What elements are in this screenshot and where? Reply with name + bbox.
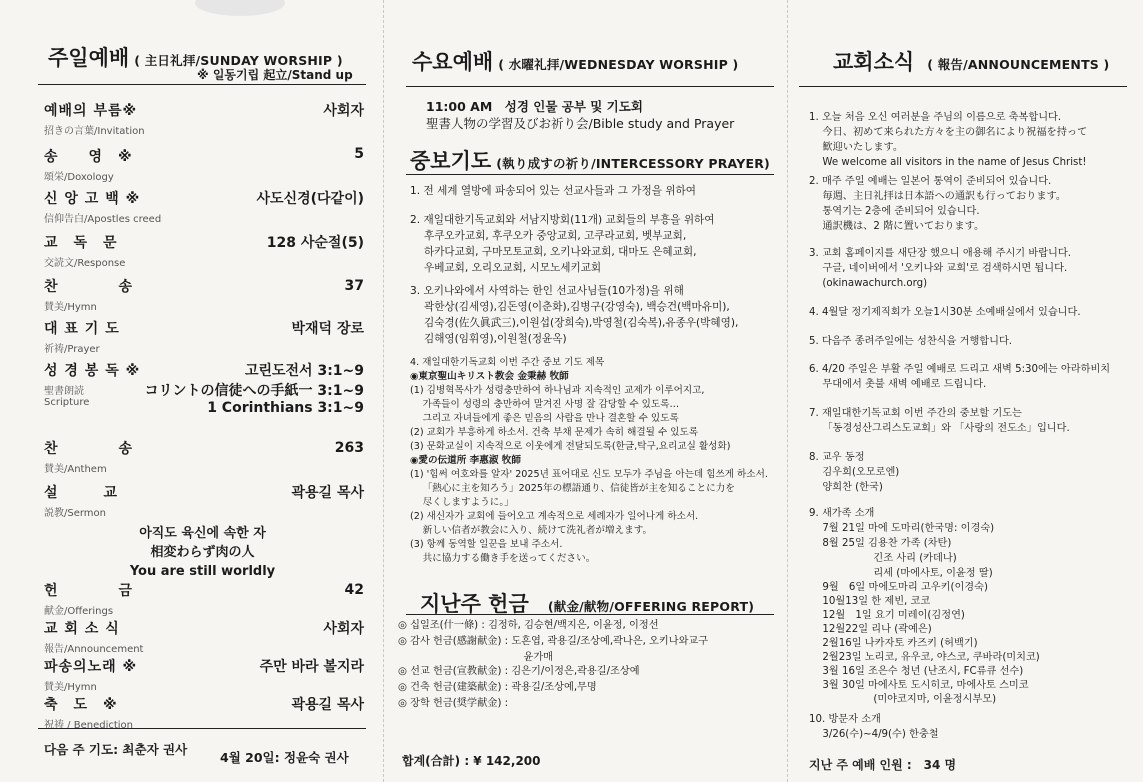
service-item-value: 사회자 [323,621,364,637]
service-item-value: 사회자 [323,103,364,119]
announcement-line: 通訳機は、2 階に置いております。 [809,221,985,232]
announcement-line: 10. 방문자 소개 [809,714,881,725]
service-item [44,318,364,355]
service-item [44,656,364,693]
service-item-japanese: 招きの言葉/Invitation [44,126,145,137]
offering-line: ◎ 장학 헌금(奨学献金) : [398,698,509,709]
announcement-line: 8. 교우 동정 [809,452,865,463]
service-item [44,360,364,416]
service-item [44,580,364,617]
offering-line: ◎ 선교 헌금(宣教献金) : 김은기/이정은,곽용길/조상예 [398,666,640,677]
service-item [44,146,364,183]
announcements-heading-rule [799,86,1127,87]
service-item-name: 축 도 ※ [44,697,118,713]
intercessory-line: (3) 문화교실이 지속적으로 이웃에게 전달되도록(한글,탁구,요리교실 활성화) [410,441,731,452]
service-item-value: 37 [344,278,364,294]
announcement-line: 今日、初めて来られた方々を主の御名により祝福を持って [809,127,1088,138]
announcement-line: 3/26(수)~4/9(수) 한충철 [809,729,939,740]
sunday-footer-rule [38,728,366,729]
intercessory-line: 우베교회, 오리오교회, 시모노세키교회 [410,262,602,274]
announcement-line: 9월 6일 마에도마리 고우키(이경숙) [809,582,988,593]
sunday-subtitle: ( 主日礼拝/SUNDAY WORSHIP ) [134,53,343,68]
announcement-line: We welcome all visitors in the name of Jesus Christ! [809,157,1087,168]
wednesday-heading [412,46,738,76]
service-item-value: 곽용길 목사 [291,697,364,713]
intercessory-subtitle: (執り成すの祈り/INTERCESSORY PRAYER) [496,156,770,171]
intercessory-line: 김해영(임휘영),이원철(정윤옥) [410,333,567,345]
offering-title: 지난주 헌금 [420,592,529,616]
service-item-name: 대 표 기 도 [44,321,120,337]
intercessory-line: (2) 교회가 부흥하게 하소서. 건축 부채 문제가 속히 해결될 수 있도록 [410,427,699,438]
service-item [44,100,364,137]
intercessory-line: 그리고 자녀들에게 좋은 믿음의 사람을 만나 결혼할 수 있도록 [410,413,679,424]
service-item-japanese: 祈祷/Prayer [44,344,100,355]
service-item-value: 128 사순절(5) [266,235,364,251]
announcement-line: 1. 오늘 처음 오신 여러분을 주님의 이름으로 축복합니다. [809,112,1062,123]
fold-line-2 [787,0,788,782]
scripture-japanese: コリントの信徒への手紙一 3:1~9 [144,383,364,399]
service-item-name: 송 영 ※ [44,149,133,165]
announcement-line: 김우희(오모로엔) [809,467,900,478]
next-week-prayer: 다음 주 기도: 최춘자 권사 [44,742,188,757]
announcement-line: 毎週、主日礼拝は日本語への通訳も行っております。 [809,191,1067,202]
sunday-title: 주일예배 [48,46,130,70]
sermon-title-japanese: 相変わらず肉の人 [150,545,255,560]
intercessory-line: 2. 재일대한기독교회와 서남지방회(11개) 교회들의 부흥을 위하여 [410,214,715,226]
service-item-japanese: 祝祷 / Benediction [44,720,134,731]
intercessory-line: 가족들이 성령의 충만하여 말겨진 사명 잘 감당할 수 있도록… [410,399,680,410]
offering-line: ◎ 감사 헌금(感謝献金) : 도흔엽, 곽용길/조상예,곽나은, 오키나와교구 [398,636,709,647]
offering-line: ◎ 십일조(什一條) : 김정하, 김승현/백지은, 이윤정, 이정선 [398,620,659,631]
intercessory-line: (1) '힘써 여호와를 알자' 2025년 표어대로 신도 모두가 주님을 아는데 힘쓰게 하소서. [410,469,768,480]
scripture-english: 1 Corinthians 3:1~9 [207,400,364,416]
service-item-value: 42 [344,582,364,598]
announcement-line: 6. 4/20 주일은 부활 주일 예배로 드리고 새벽 5:30에는 아라하비치 [809,364,1111,375]
announcement-line: 2. 매주 주일 예배는 일본어 통역이 준비되어 있습니다. [809,176,1052,187]
announcements-heading [833,46,1109,76]
fold-line-1 [383,0,384,782]
announcement-line: (미야코지마, 이윤정시부모) [809,694,997,705]
offering-line: ◎ 건축 헌금(建築献金) : 곽용길/조상예,무명 [398,682,597,693]
announcement-line: 리세 (마에사토, 이윤정 딸) [809,568,993,579]
wednesday-title: 수요예배 [412,50,494,74]
service-item [44,482,364,519]
wednesday-japanese-line: 聖書人物の学習及びお祈り会/Bible study and Prayer [426,116,735,131]
intercessory-line: (2) 새신자가 교회에 들어오고 계속적으로 세례자가 일어나게 하소서. [410,511,699,522]
service-item-value: 5 [354,146,364,162]
offering-subtitle: (献金/献物/OFFERING REPORT) [547,599,755,614]
announcement-line: 양희찬 (한국) [809,482,883,493]
intercessory-line: 尽くしますように。」 [410,497,514,508]
intercessory-line: 곽한상(김세영),김돈영(이춘화),김병구(강영숙), 백승건(백마유미), [410,301,730,313]
service-item-name: 찬 송 [44,279,134,295]
service-item-name: 신 앙 고 백 ※ [44,191,141,207]
intercessory-heading [410,145,770,175]
intercessory-line: 후쿠오카교회, 후쿠오카 중앙교회, 고쿠라교회, 벳부교회, [410,230,687,242]
announcement-line: 5. 다음주 종려주일에는 성찬식을 거행합니다. [809,336,1013,347]
intercessory-line: 하카다교회, 구마모토교회, 오키나와교회, 대마도 은혜교회, [410,246,697,258]
service-item-value: 박재덕 장로 [291,321,364,337]
service-item-value: 고린도전서 3:1~9 [244,363,364,379]
intercessory-line: 「熱心に主を知ろう」2025年の標語通り、信徒皆が主を知ることに力を [410,483,735,494]
announcement-line: 4. 4월달 정기제직회가 오늘1시30분 소예배실에서 있습니다. [809,307,1081,318]
announcement-line: 3월 30일 마에사토 도시히코, 마에사토 스미코 [809,680,1029,691]
service-item [44,232,364,269]
announcement-line: (okinawachurch.org) [809,278,928,289]
wednesday-column [398,0,778,782]
wednesday-subtitle: ( 水曜礼拝/WEDNESDAY WORSHIP ) [498,57,739,72]
announcements-column [795,0,1135,782]
intercessory-line: ◉愛の伝道所 李惠淑 牧師 [410,455,521,466]
service-item [44,276,364,313]
announcement-line: 3월 16일 조은수 청년 (난조시, FC류큐 선수) [809,666,1024,677]
service-item-name: 찬 송 [44,441,134,457]
announcement-line: 12월 1일 요기 미레이(김정연) [809,610,965,621]
announcement-line: 歓迎いたします。 [809,142,904,153]
announcement-line: 2월23일 노리코, 유우코, 야스코, 쿠바라(미치코) [809,652,1040,663]
service-item-name: 성 경 봉 독 ※ [44,363,141,379]
april-20-prayer: 4월 20일: 정윤숙 권사 [220,750,349,765]
service-item-japanese: 頌栄/Doxology [44,172,114,183]
intercessory-line: (1) 김병혁목사가 성령충만하여 하나님과 지속적인 교제가 이루어지고, [410,385,705,396]
announcement-line: 9. 새가족 소개 [809,508,875,519]
announcement-line: 10월13일 한 제빈, 코코 [809,596,931,607]
intercessory-line: 3. 오키나와에서 사역하는 한인 선교사님들(10가정)을 위해 [410,285,684,297]
service-item-value: 주만 바라 볼지라 [259,659,364,675]
sermon-title-korean: 아직도 육신에 속한 자 [139,526,266,541]
announcement-line: 12월22일 리나 (곽예은) [809,624,932,635]
intercessory-line: 新しい信者が教会に入り、続けて洗礼者が増えます。 [410,525,653,536]
sermon-title-english: You are still worldly [129,564,276,579]
service-item-name: 설 교 [44,485,119,501]
service-item-japanese: 賛美/Hymn [44,302,97,313]
announcements-subtitle: ( 報告/ANNOUNCEMENTS ) [927,57,1110,72]
intercessory-line: 4. 재일대한기독교회 이번 주간 중보 기도 제목 [410,357,605,368]
intercessory-line: 김숙경(佐久眞武三),이원섭(장희숙),박영철(김숙복),유종우(박혜영), [410,317,739,329]
attendance: 지난 주 예배 인원 : 34 명 [809,758,957,772]
service-item-name: 교 독 문 [44,235,118,251]
announcements-title: 교회소식 [833,50,915,74]
service-item-name: 교 회 소 식 [44,621,120,637]
announcement-line: 2월16일 나카자토 카즈키 (허백기) [809,638,978,649]
announcement-line: 7월 21일 마에 도마리(한국명: 이경숙) [809,523,995,534]
announcement-line: 7. 재일대한기독교회 이번 주간의 중보할 기도는 [809,408,1022,419]
service-item-japanese: 賛美/Anthem [44,464,107,475]
service-item-japanese: 賛美/Hymn [44,682,97,693]
service-item-value: 곽용길 목사 [291,485,364,501]
intercessory-title: 중보기도 [410,149,492,173]
sermon-title [30,524,375,581]
service-item-japanese: 献金/Offerings [44,606,114,617]
service-item-japanese: 交読文/Response [44,258,126,269]
intercessory-heading-rule [406,174,774,175]
sunday-worship-column [30,0,375,782]
service-item-name: 예배의 부름※ [44,103,138,119]
intercessory-line: 共に協力する働き手を送ってください。 [410,553,596,564]
service-item-name: 파송의노래 ※ [44,659,138,675]
service-item-english: Scripture [44,397,90,408]
service-item-japanese: 報告/Announcement [44,644,144,655]
sunday-heading-rule [38,84,366,85]
announcement-line: 「동경성산그리스도교회」와 「사랑의 전도소」입니다. [809,423,1070,434]
offering-line: 윤가매 [398,652,554,663]
offering-total: 합계(合計) : ¥ 142,200 [402,754,541,768]
service-item [44,188,364,225]
service-item-japanese: 聖書朗読 [44,386,84,397]
service-item-value: 사도신경(다같이) [256,191,364,207]
service-item-name: 헌 금 [44,583,134,599]
intercessory-line: 1. 전 세계 열방에 파송되어 있는 선교사들과 그 가정을 위하여 [410,185,697,197]
wednesday-heading-rule [406,86,774,87]
announcement-line: 8월 25일 김용찬 가족 (차탄) [809,538,952,549]
intercessory-line: (3) 항께 동역할 일꾼을 보내 주소서. [410,539,563,550]
service-item [44,618,364,655]
service-item [44,694,364,731]
announcement-line: 구글, 네이버에서 '오키나와 교회'로 검색하시면 됩니다. [809,263,1068,274]
wednesday-time-line: 11:00 AM 성경 인물 공부 및 기도회 [426,99,643,114]
service-item-value: 263 [334,440,364,456]
announcement-line: 긴조 사리 (카데나) [809,553,957,564]
offering-heading-rule [406,614,774,615]
service-item-japanese: 信仰告白/Apostles creed [44,214,162,225]
intercessory-line: ◉東京聖山キリスト教会 金秉赫 牧師 [410,371,569,382]
stand-up-note: ※ 일동기립 起立/Stand up [197,68,353,82]
service-item [44,438,364,475]
service-item-japanese: 説教/Sermon [44,508,107,519]
announcement-line: 통역기는 2층에 준비되어 있습니다. [809,206,980,217]
announcement-line: 3. 교회 홈페이지를 새단장 했으니 애용해 주시기 바랍니다. [809,248,1071,259]
announcement-line: 무대에서 촛불 새벽 예배로 드립니다. [809,379,987,390]
